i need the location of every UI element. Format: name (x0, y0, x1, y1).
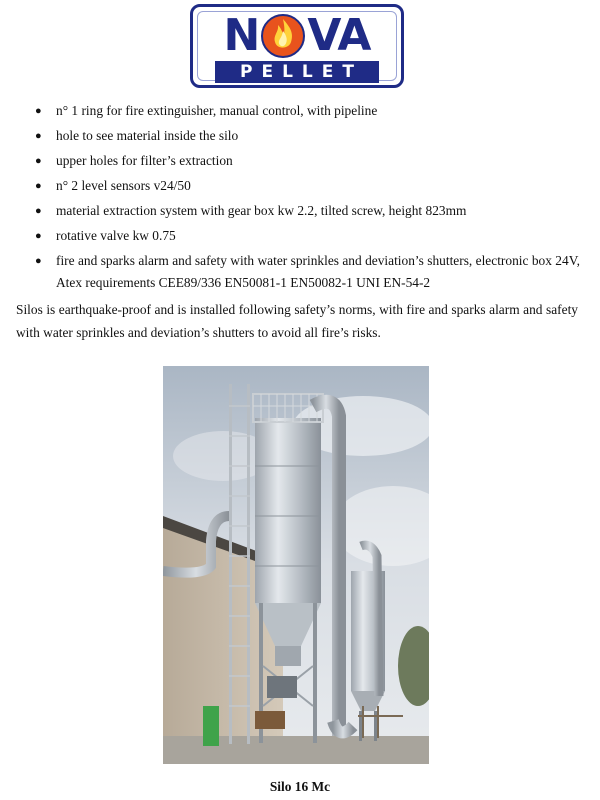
list-item-text: hole to see material inside the silo (56, 128, 239, 143)
bullet-dot: ● (35, 205, 42, 217)
flame-icon (260, 13, 306, 59)
silo-photo (163, 366, 429, 764)
photo-caption: Silo 16 Mc (269, 779, 331, 794)
nova-pellet-logo (190, 4, 404, 88)
bullet-dot: ● (35, 255, 42, 267)
bullet-dot: ● (35, 155, 42, 167)
bullet-dot: ● (35, 230, 42, 242)
list-item-text: fire and sparks alarm and safety with water sprinkles and deviation’s shutters, electronic box 24V, Atex requirements CEE89/336 EN50081-1 EN50082-1 UNI EN-54-2 (56, 253, 580, 290)
logo-letter-n: N (223, 10, 260, 61)
list-item-text: n° 1 ring for fire extinguisher, manual control, with pipeline (56, 103, 378, 118)
description-paragraph: Silos is earthquake-proof and is installed following safety’s norms, with fire and sparks alarm and safety with water sprinkles and deviation’s shutters to avoid all fire’s risks. (16, 302, 578, 340)
list-item (20, 125, 580, 147)
list-item-text: rotative valve kw 0.75 (56, 228, 176, 243)
feature-list (20, 100, 580, 297)
list-item-text: material extraction system with gear box kw 2.2, tilted screw, height 823mm (56, 203, 467, 218)
logo-letters-va: VA (307, 10, 371, 61)
bullet-dot: ● (35, 180, 42, 192)
list-item (20, 200, 580, 222)
silo-illustration (163, 366, 429, 764)
list-item (20, 250, 580, 294)
bullet-dot: ● (35, 130, 42, 142)
list-item-text: upper holes for filter’s extraction (56, 153, 233, 168)
list-item (20, 150, 580, 172)
list-item (20, 175, 580, 197)
logo-wordmark (193, 10, 401, 61)
list-item (20, 225, 580, 247)
bullet-dot: ● (35, 105, 42, 117)
list-item-text: n° 2 level sensors v24/50 (56, 178, 191, 193)
logo-subtitle: PELLET (215, 61, 379, 83)
list-item (20, 100, 580, 122)
